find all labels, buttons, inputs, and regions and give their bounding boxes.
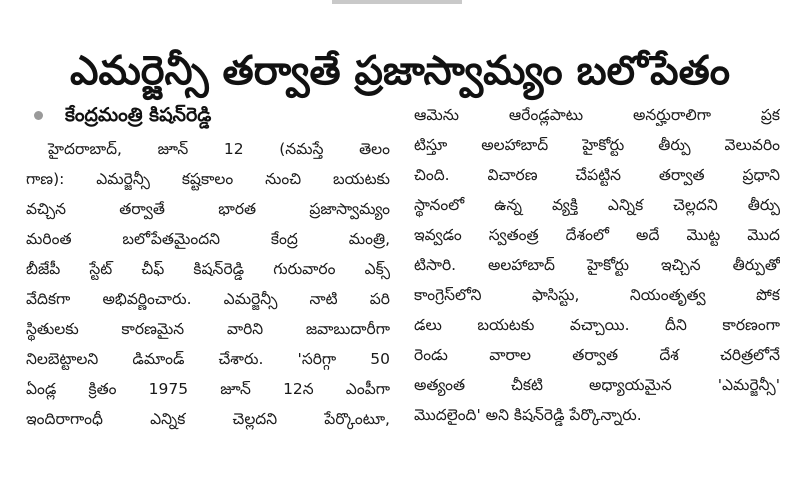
top-divider — [332, 0, 462, 4]
text-line: డలు బయటకు వచ్చాయి. దీని కారణంగా — [414, 316, 780, 334]
text-line: గాణ): ఎమర్జెన్సీ కష్టకాలం నుంచి బయటకు — [26, 170, 390, 188]
text-line: ఏండ్ల క్రితం 1975 జూన్ 12న ఎంపీగా — [26, 380, 390, 398]
text-line: ఇందిరాగాంధీ ఎన్నిక చెల్లదని పేర్కొంటూ, — [26, 410, 390, 428]
text-line: ఆమెను ఆరేండ్లపాటు అనర్హురాలిగా ప్రక — [414, 106, 780, 124]
text-line: నిలబెట్టాలని డిమాండ్ చేశారు. 'సరిగ్గా 50 — [26, 350, 390, 368]
text-line: వచ్చిన తర్వాతే భారత ప్రజాస్వామ్యం — [26, 200, 390, 218]
text-line: మరింత బలోపేతమైందని కేంద్ర మంత్రి, — [26, 230, 390, 248]
text-line: స్థానంలో ఉన్న వ్యక్తి ఎన్నిక చెల్లదని తీర్పు — [414, 196, 780, 214]
headline: ఎమర్జెన్సీ తర్వాతే ప్రజాస్వామ్యం బలోపేతం — [70, 47, 730, 94]
text-line: టిస్తూ అలహాబాద్ హైకోర్టు తీర్పు వెలువరిం — [414, 136, 780, 154]
text-line: వేదికగా అభివర్ణించారు. ఎమర్జెన్సీ నాటి పరి — [26, 290, 390, 308]
text-line: రెండు వారాల తర్వాత దేశ చరిత్రలోనే — [414, 346, 780, 364]
byline — [26, 100, 390, 130]
text-line: ఇవ్వడం స్వతంత్ర దేశంలో అదే మొట్ట మొద — [414, 226, 780, 244]
text-line: బీజేపీ స్టేట్ చీఫ్ కిషన్‌రెడ్డి గురువారం ఎక్స్ — [26, 260, 390, 278]
text-line: అత్యంత చీకటి అధ్యాయమైన 'ఎమర్జెన్సీ' — [414, 376, 780, 394]
byline-text: కేంద్రమంత్రి కిషన్‌రెడ్డి — [65, 104, 212, 126]
left-column — [26, 100, 390, 495]
bullet-icon — [34, 111, 43, 120]
text-line: కాంగ్రెస్‌లోని ఫాసిస్టు, నియంతృత్వ పోక — [414, 286, 780, 304]
text-line: హైదరాబాద్, జూన్ 12 (నమస్తే తెలం — [48, 140, 390, 158]
right-column — [414, 100, 780, 495]
text-line: చింది. విచారణ చేపట్టిన తర్వాత ప్రధాని — [414, 166, 780, 184]
text-line: మొదలైంది' అని కిషన్‌రెడ్డి పేర్కొన్నారు. — [414, 406, 642, 424]
text-line: టిసారి. అలహాబాద్ హైకోర్టు ఇచ్చిన తీర్పుతో — [414, 256, 780, 274]
text-line: స్థితులకు కారణమైన వారిని జవాబుదారీగా — [26, 320, 390, 338]
